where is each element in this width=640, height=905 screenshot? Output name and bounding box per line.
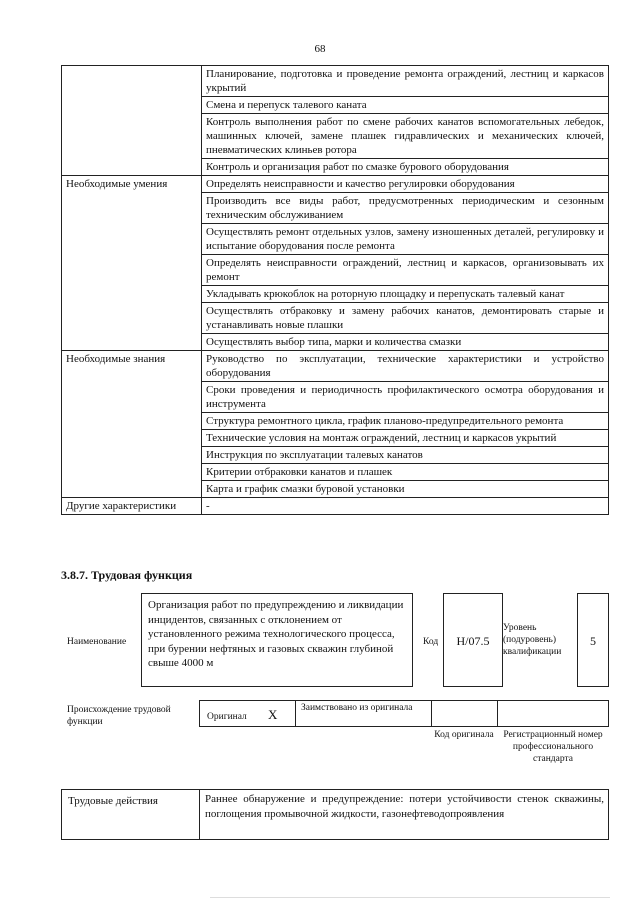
labor-actions-table [61,789,609,840]
name-box [141,593,413,687]
skill-cell: Осуществлять ремонт отдельных узлов, замену изношенных деталей, регулировку и испытание оборудования после ремонта [202,224,609,255]
other-label: Другие характеристики [62,498,202,515]
section-heading: 3.8.7. Трудовая функция [61,568,193,582]
knowledge-cell: Критерии отбраковки канатов и плашек [202,464,609,481]
labor-actions-value: Раннее обнаружение и предупреждение: потери устойчивости стенок скважины, поглощения промывочной жидкости, газонефтеводопроявления [205,793,604,820]
skill-cell: Укладывать крюкоблок на роторную площадку и перепускать талевый канат [202,286,609,303]
origin-code-label: Код оригинала [434,730,494,740]
reg-number-label: Регистрационный номер профессионального стандарта [503,730,603,764]
level-label: Уровень (подуровень) квалификации [503,623,562,657]
level-box [577,593,609,687]
table-row [62,176,609,193]
table-row [62,351,609,382]
code-value: H/07.5 [456,634,490,648]
function-name: Организация работ по предупреждению и ликвидации инцидентов, связанных с отклонением от установленного режима технологического процесса, при бурении нефтяных и газовых скважин глубиной свыше 4000 м [148,599,404,669]
skill-cell: Определять неисправности и качество регулировки оборудования [202,176,609,193]
knowledge-cell: Сроки проведения и периодичность профилактического осмотра оборудования и инструмента [202,382,609,413]
other-value: - [202,498,609,515]
divider [431,701,432,726]
divider [295,701,296,726]
action-cell: Контроль и организация работ по смазке бурового оборудования [202,159,609,176]
skill-cell: Осуществлять выбор типа, марки и количества смазки [202,334,609,351]
code-label: Код [423,637,439,647]
borrowed-label: Заимствовано из оригинала [301,703,413,713]
table-row [62,66,609,97]
level-value: 5 [590,634,596,648]
skill-cell: Осуществлять отбраковку и замену рабочих канатов, демонтировать старые и устанавливать новые плашки [202,303,609,334]
name-label: Наименование [67,637,127,647]
scan-artifact-line [210,897,610,898]
empty-label-cell [62,66,202,176]
skill-cell: Определять неисправности ограждений, лестниц и каркасов, организовывать их ремонт [202,255,609,286]
action-cell: Смена и перепуск талевого каната [202,97,609,114]
code-box [443,593,503,687]
action-cell: Контроль выполнения работ по смене рабочих канатов вспомогательных лебедок, машинных ключей, замене плашек гидравлических и механических ключей, пневматических клиньев ротора [202,114,609,159]
original-mark: X [268,707,278,722]
page-number: 68 [314,43,326,55]
table-row [62,498,609,515]
knowledge-cell: Структура ремонтного цикла, график планово-предупредительного ремонта [202,413,609,430]
labor-actions-label: Трудовые действия [62,790,200,839]
competency-table [61,65,609,515]
knowledge-cell: Инструкция по эксплуатации талевых канатов [202,447,609,464]
skill-cell: Производить все виды работ, предусмотренных периодическим и сезонным техническим обслуживанием [202,193,609,224]
origin-row [199,700,609,727]
original-label: Оригинал [207,712,247,722]
knowledge-cell: Технические условия на монтаж ограждений, лестниц и каркасов укрытий [202,430,609,447]
knowledge-cell: Руководство по эксплуатации, технические характеристики и устройство оборудования [202,351,609,382]
knowledge-label: Необходимые знания [62,351,202,498]
skills-label: Необходимые умения [62,176,202,351]
action-cell: Планирование, подготовка и проведение ремонта ограждений, лестниц и каркасов укрытий [202,66,609,97]
origin-label: Происхождение трудовой функции [67,705,171,727]
knowledge-cell: Карта и график смазки буровой установки [202,481,609,498]
divider [497,701,498,726]
